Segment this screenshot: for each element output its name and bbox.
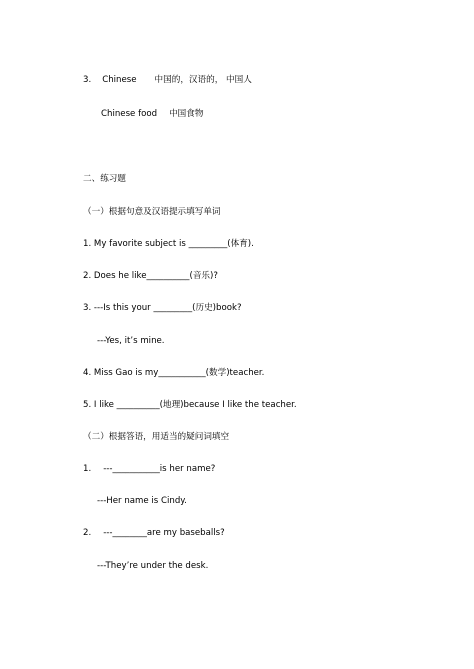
exercise-answer: ---Yes, it’s mine. (97, 336, 165, 346)
exercise-item: 4. Miss Gao is my___________(数学)teacher. (83, 368, 265, 378)
part1-heading: （一）根据句意及汉语提示填写单词 (83, 207, 221, 217)
question-text: ---________are my baseballs? (103, 528, 225, 538)
vocab-number: 3. (83, 75, 92, 85)
exercise-item: 1. My favorite subject is _________(体育). (83, 239, 254, 249)
question-item (83, 463, 215, 475)
question-answer: ---Her name is Cindy. (97, 496, 187, 506)
vocab-term: Chinese (102, 75, 137, 85)
vocab-item-chinese (83, 74, 252, 86)
vocab-meaning: 中国食物 (169, 109, 204, 119)
section-heading: 二、练习题 (83, 174, 126, 184)
question-answer: ---They’re under the desk. (97, 561, 209, 571)
question-item (83, 527, 225, 539)
part2-heading: （二）根据答语，用适当的疑问词填空 (83, 432, 230, 442)
question-number: 2. (83, 528, 92, 538)
exercise-item: 5. I like __________(地理)because I like the teacher. (83, 400, 297, 410)
question-text: ---___________is her name? (103, 464, 216, 474)
exercise-item: 3. ---Is this your _________(历史)book? (83, 303, 242, 313)
vocab-item-chinese-food (101, 108, 203, 120)
question-number: 1. (83, 464, 92, 474)
vocab-meaning: 中国的，汉语的， 中国人 (154, 75, 252, 85)
vocab-term: Chinese food (101, 109, 158, 119)
exercise-item: 2. Does he like__________(音乐)? (83, 271, 218, 281)
